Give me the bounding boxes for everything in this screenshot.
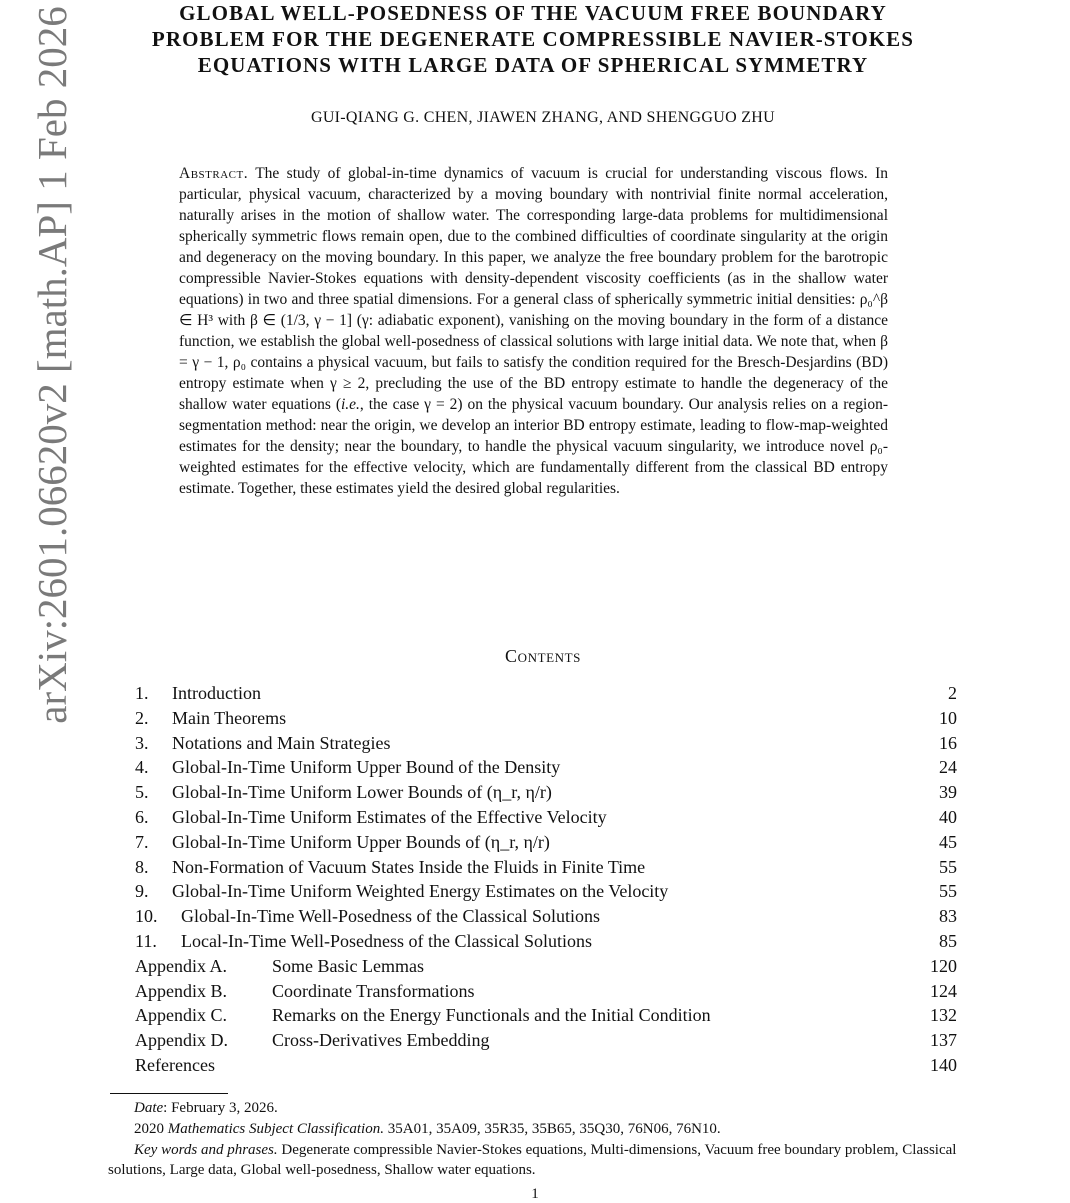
toc-entry-title: Cross-Derivatives Embedding [272,1030,490,1051]
page-number: 1 [531,1186,539,1202]
toc-entry[interactable] [135,979,957,1004]
toc-entry-number: 5. [135,782,149,803]
toc-entry-number: 10. [135,906,158,927]
toc-entry[interactable] [135,954,957,979]
toc-entry[interactable] [135,904,957,929]
toc-entry[interactable] [135,1028,957,1053]
abstract-text-1: The study of global-in-time dynamics of vacuum is crucial for understanding viscous flows. In particular, physical vacuum, characterized by a moving boundary with nontrivial finite normal acceleration, naturally arises in the motion of shallow water. The corresponding large-data problems for multidimensional spherically symmetric flows remain open, due to the combined difficulties of coordinate singularity at the origin and degeneracy on the moving boundary. In this paper, we analyze the free boundary problem for the barotropic compressible Navier-Stokes equations with density-dependent viscosity coefficients (as in the shallow water equations) in two and three spatial dimensions. For a general class of spherically symmetric initial densities: [179,165,888,308]
toc-entry[interactable] [135,855,957,880]
toc-entry[interactable] [135,731,957,756]
toc-entry-number: Appendix B. [135,980,227,1001]
toc-entry-title: Remarks on the Energy Functionals and the Initial Condition [272,1005,711,1026]
toc-entry[interactable] [135,1053,957,1078]
toc-entry-title: Global-In-Time Uniform Estimates of the Effective Velocity [172,806,607,827]
footnote-rule [110,1093,228,1094]
toc-entry-page: 85 [939,930,957,951]
title-line-3: EQUATIONS WITH LARGE DATA OF SPHERICAL SYMMETRY [197,53,869,77]
toc-entry-page: 124 [930,980,957,1001]
msc-prefix: 2020 [134,1121,168,1137]
toc-entry-number: 7. [135,831,149,852]
title-line-1: GLOBAL WELL-POSEDNESS OF THE VACUUM FREE BOUNDARY [179,1,887,25]
abstract-math-2: β ∈ (1/3, γ − 1] [249,312,353,329]
abstract-heading: Abstract. [179,165,249,182]
toc-entry-title: Global-In-Time Uniform Lower Bounds of (η_r, η/r) [172,782,552,803]
toc-entry-title: Introduction [172,683,261,703]
toc-entry-title: Coordinate Transformations [272,980,475,1001]
toc-entry-page: 140 [930,1054,957,1075]
abstract-text-3: (γ: adiabatic exponent), vanishing on the moving boundary in the form of a distance function, we establish the global well-posedness of classical solutions with large initial data. We note that, when β = γ − 1, ρ₀ contains a physical vacuum, but fails to satisfy the condition required for the Bresch-Desjardins (BD) entropy estimate when γ ≥ 2, precluding the use of the BD entropy estimate to handle the degeneracy of the shallow water equations ( [179,312,889,413]
toc-entry-title: Some Basic Lemmas [272,955,424,976]
toc-entry-number: Appendix C. [135,1005,227,1026]
date-label: Date [134,1100,164,1116]
toc-entry-title: Global-In-Time Well-Posedness of the Classical Solutions [181,906,601,927]
msc-value: 35A01, 35A09, 35R35, 35B65, 35Q30, 76N06, 76N10. [383,1121,721,1137]
paper-title [100,0,966,78]
toc-entry-number: 8. [135,856,149,877]
toc-entry-page: 24 [939,757,957,778]
toc-entry-number: 4. [135,757,149,778]
toc-entry[interactable] [135,755,957,780]
toc-entry[interactable] [135,1003,957,1028]
toc-entry-number: 9. [135,881,149,902]
date-value: : February 3, 2026. [163,1100,278,1116]
toc-entry-title: Local-In-Time Well-Posedness of the Classical Solutions [181,930,593,951]
toc-entry[interactable] [135,929,957,954]
toc-entry-number: 1. [135,683,149,703]
toc-entry-title: Notations and Main Strategies [172,732,391,753]
toc-entry-page: 55 [939,881,957,902]
toc-entry-number: 6. [135,806,149,827]
author-list: GUI-QIANG G. CHEN, JIAWEN ZHANG, AND SHENGGUO ZHU [310,109,776,126]
toc-entry-title: Main Theorems [172,707,287,728]
toc-entry-number: 2. [135,707,149,728]
table-of-contents [135,681,957,1078]
toc-entry-page: 132 [930,1005,957,1026]
toc-entry-title: Non-Formation of Vacuum States Inside the Fluids in Finite Time [172,856,646,877]
abstract [179,163,888,499]
toc-entry[interactable] [135,805,957,830]
toc-entry-number: Appendix D. [135,1030,228,1051]
toc-entry[interactable] [135,681,957,706]
toc-entry[interactable] [135,830,957,855]
abstract-math-1: ρ₀^β ∈ H³ [179,291,888,329]
toc-entry-page: 120 [930,955,957,976]
toc-entry-number: Appendix A. [135,955,227,976]
toc-entry-page: 45 [939,831,957,852]
toc-entry-page: 83 [939,906,957,927]
toc-entry-title: Global-In-Time Uniform Upper Bound of the Density [172,757,561,778]
toc-entry-title: Global-In-Time Uniform Upper Bounds of (η_r, η/r) [172,831,550,852]
toc-entry-page: 40 [939,806,957,827]
abstract-text-2: with [213,312,250,329]
toc-entry-page: 2 [948,683,957,703]
abstract-text-4: , the case γ = 2) on the physical vacuum boundary. Our analysis relies on a region-segmentation method: near the origin, we develop an interior BD entropy estimate, leading to flow-map-weighted estimates for the density; near the boundary, to handle the physical vacuum singularity, we introduce novel ρ₀-weighted estimates for the effective velocity, which are fundamentally different from the classical BD entropy estimate. Together, these estimates yield the desired global regularities. [179,396,888,497]
toc-entry-number: 3. [135,732,149,753]
toc-entry-page: 55 [939,856,957,877]
arxiv-identifier: arXiv:2601.06620v2 [math.AP] 1 Feb 2026 [29,6,75,724]
keywords-label: Key words and phrases. [134,1142,278,1158]
toc-entry-page: 137 [930,1030,957,1051]
footnote-keywords [108,1140,957,1180]
footnote-date [134,1098,983,1118]
toc-entry[interactable] [135,780,957,805]
footnote-msc [134,1119,983,1139]
toc-entry-page: 39 [939,782,957,803]
toc-entry-title: Global-In-Time Uniform Weighted Energy Estimates on the Velocity [172,881,669,902]
toc-entry[interactable] [135,879,957,904]
title-line-2: PROBLEM FOR THE DEGENERATE COMPRESSIBLE NAVIER-STOKES [151,27,915,51]
toc-entry-page: 10 [939,707,957,728]
toc-entry[interactable] [135,706,957,731]
contents-heading: Contents [504,646,582,666]
toc-entry-number: References [135,1054,215,1075]
keywords-value: Degenerate compressible Navier-Stokes equations, Multi-dimensions, Vacuum free boundary problem, Classical solutions, Large data, Global well-posedness, Shallow water equations. [108,1142,957,1178]
abstract-ie: i.e. [340,396,360,413]
toc-entry-page: 16 [939,732,957,753]
toc-entry-number: 11. [135,930,157,951]
msc-label: Mathematics Subject Classification. [167,1121,384,1137]
